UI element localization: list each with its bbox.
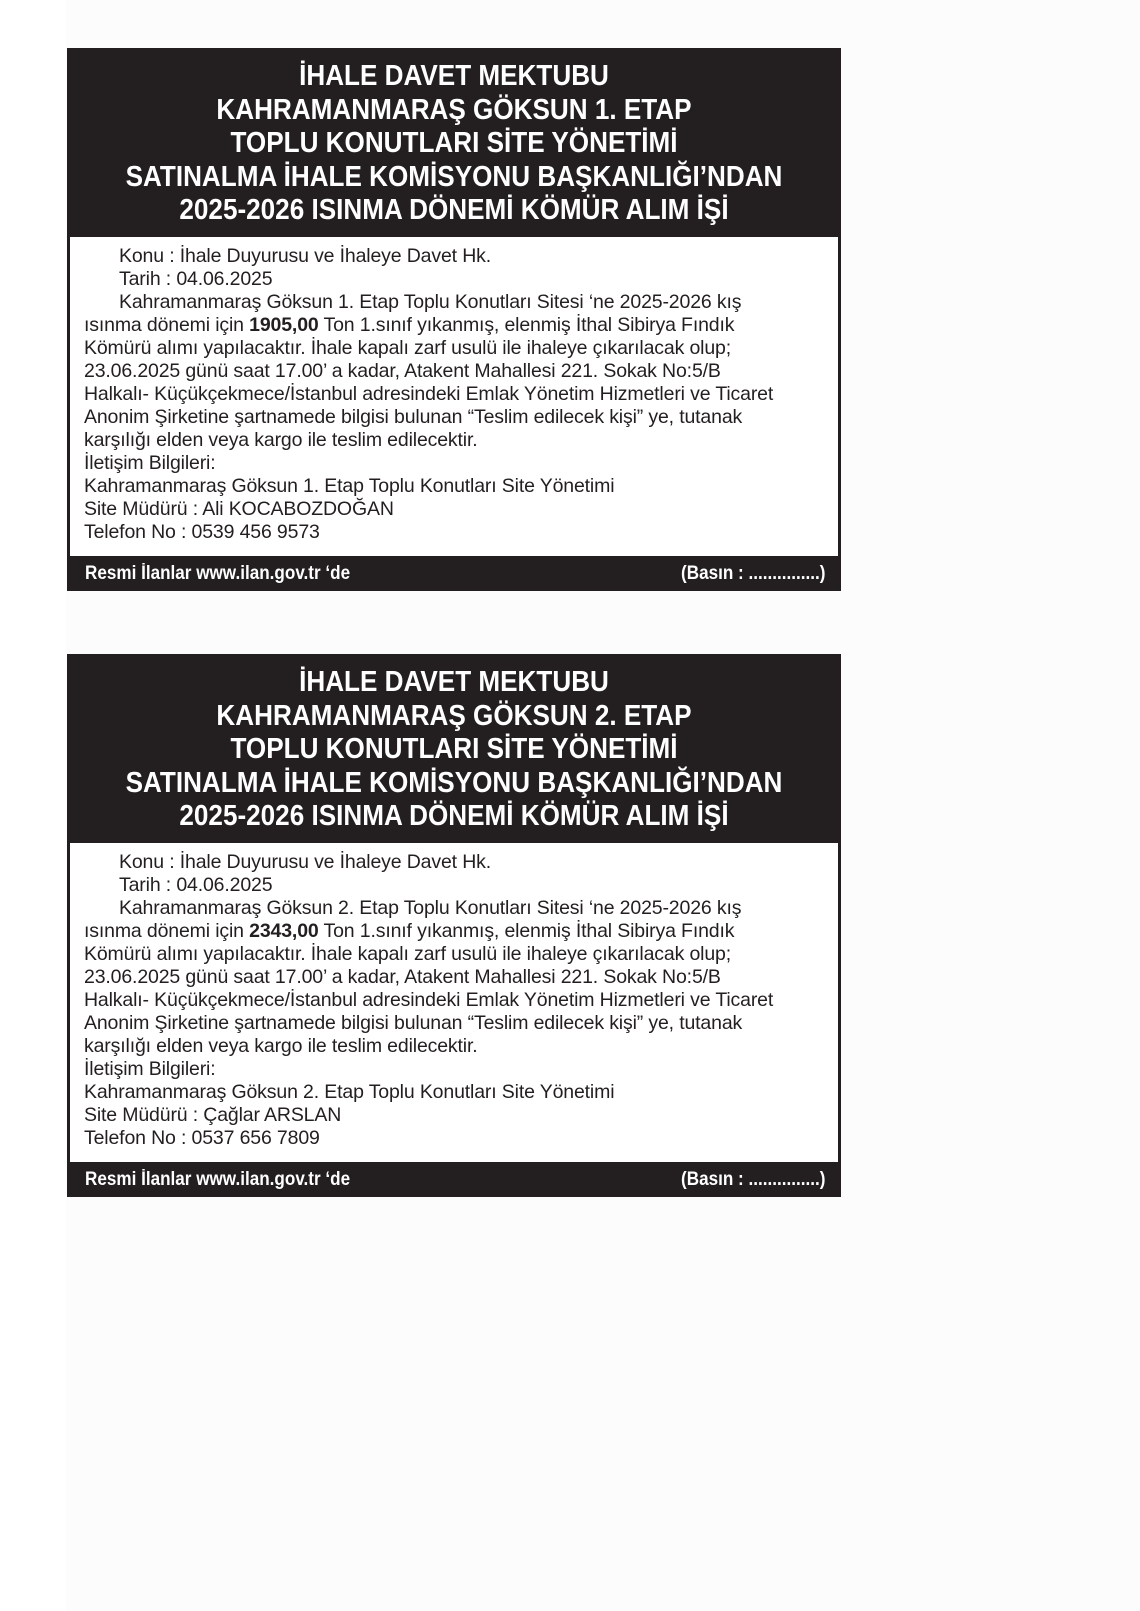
paragraph-line: Anonim Şirketine şartnamede bilgisi bulunan “Teslim edilecek kişi” ye, tutanak (84, 1012, 743, 1034)
date-line: Tarih : 04.06.2025 (119, 268, 273, 290)
contact-organization: Kahramanmaraş Göksun 2. Etap Toplu Konutları Site Yönetimi (84, 1081, 615, 1103)
header-subject: 2025-2026 ISINMA DÖNEMİ KÖMÜR ALIM İŞİ (179, 800, 729, 832)
coal-quantity: 1905,00 (249, 314, 319, 336)
header-commission: SATINALMA İHALE KOMİSYONU BAŞKANLIĞI’NDAN (125, 766, 783, 799)
paragraph-line: Kömürü alımı yapılacaktır. İhale kapalı zarf usulü ile ihaleye çıkarılacak olup; (84, 943, 731, 965)
announcement-header (67, 654, 841, 843)
subject-line: Konu : İhale Duyurusu ve İhaleye Davet Hk. (119, 851, 491, 873)
header-title: İHALE DAVET MEKTUBU (299, 666, 609, 698)
press-placeholder: (Basın : ...............) (680, 562, 825, 584)
contact-heading: İletişim Bilgileri: (84, 452, 216, 474)
official-ads-link: Resmi İlanlar www.ilan.gov.tr ‘de (85, 1168, 351, 1190)
paragraph-line-quantity: ısınma dönemi için 2343,00 Ton 1.sınıf yıkanmış, elenmiş İthal Sibirya Fındık (84, 920, 735, 942)
header-subject: 2025-2026 ISINMA DÖNEMİ KÖMÜR ALIM İŞİ (179, 194, 729, 226)
paragraph-line: Kahramanmaraş Göksun 2. Etap Toplu Konutları Sitesi ‘ne 2025-2026 kış (119, 897, 742, 919)
header-site-management: TOPLU KONUTLARI SİTE YÖNETİMİ (230, 127, 678, 159)
contact-phone: Telefon No : 0537 656 7809 (84, 1127, 320, 1149)
paragraph-line: karşılığı elden veya kargo ile teslim edilecektir. (84, 429, 478, 451)
announcement-body (70, 237, 838, 556)
subject-line: Konu : İhale Duyurusu ve İhaleye Davet Hk. (119, 245, 491, 267)
header-commission: SATINALMA İHALE KOMİSYONU BAŞKANLIĞI’NDAN (125, 160, 783, 193)
tender-announcement-1 (67, 48, 841, 591)
contact-organization: Kahramanmaraş Göksun 1. Etap Toplu Konutları Site Yönetimi (84, 475, 615, 497)
coal-quantity: 2343,00 (249, 920, 319, 942)
date-line: Tarih : 04.06.2025 (119, 874, 273, 896)
contact-phone: Telefon No : 0539 456 9573 (84, 521, 320, 543)
contact-manager: Site Müdürü : Çağlar ARSLAN (84, 1104, 342, 1126)
announcement-footer (67, 1162, 841, 1197)
paragraph-line: 23.06.2025 günü saat 17.00’ a kadar, Atakent Mahallesi 221. Sokak No:5/B (84, 360, 721, 382)
header-location: KAHRAMANMARAŞ GÖKSUN 1. ETAP (216, 93, 692, 126)
header-site-management: TOPLU KONUTLARI SİTE YÖNETİMİ (230, 733, 678, 765)
contact-heading: İletişim Bilgileri: (84, 1058, 216, 1080)
paragraph-line: Kömürü alımı yapılacaktır. İhale kapalı zarf usulü ile ihaleye çıkarılacak olup; (84, 337, 731, 359)
paragraph-line: 23.06.2025 günü saat 17.00’ a kadar, Atakent Mahallesi 221. Sokak No:5/B (84, 966, 721, 988)
announcement-footer (67, 556, 841, 591)
announcement-body (70, 843, 838, 1162)
paragraph-line: karşılığı elden veya kargo ile teslim edilecektir. (84, 1035, 478, 1057)
announcement-header (67, 48, 841, 237)
contact-manager: Site Müdürü : Ali KOCABOZDOĞAN (84, 498, 394, 520)
paragraph-line: Kahramanmaraş Göksun 1. Etap Toplu Konutları Sitesi ‘ne 2025-2026 kış (119, 291, 742, 313)
official-ads-link: Resmi İlanlar www.ilan.gov.tr ‘de (85, 562, 351, 584)
press-placeholder: (Basın : ...............) (680, 1168, 825, 1190)
paragraph-line: Halkalı- Küçükçekmece/İstanbul adresindeki Emlak Yönetim Hizmetleri ve Ticaret (84, 989, 774, 1011)
header-title: İHALE DAVET MEKTUBU (299, 60, 609, 92)
tender-announcement-2 (67, 654, 841, 1197)
paragraph-line-quantity: ısınma dönemi için 1905,00 Ton 1.sınıf yıkanmış, elenmiş İthal Sibirya Fındık (84, 314, 735, 336)
paragraph-line: Halkalı- Küçükçekmece/İstanbul adresindeki Emlak Yönetim Hizmetleri ve Ticaret (84, 383, 774, 405)
header-location: KAHRAMANMARAŞ GÖKSUN 2. ETAP (216, 699, 692, 732)
paragraph-line: Anonim Şirketine şartnamede bilgisi bulunan “Teslim edilecek kişi” ye, tutanak (84, 406, 743, 428)
